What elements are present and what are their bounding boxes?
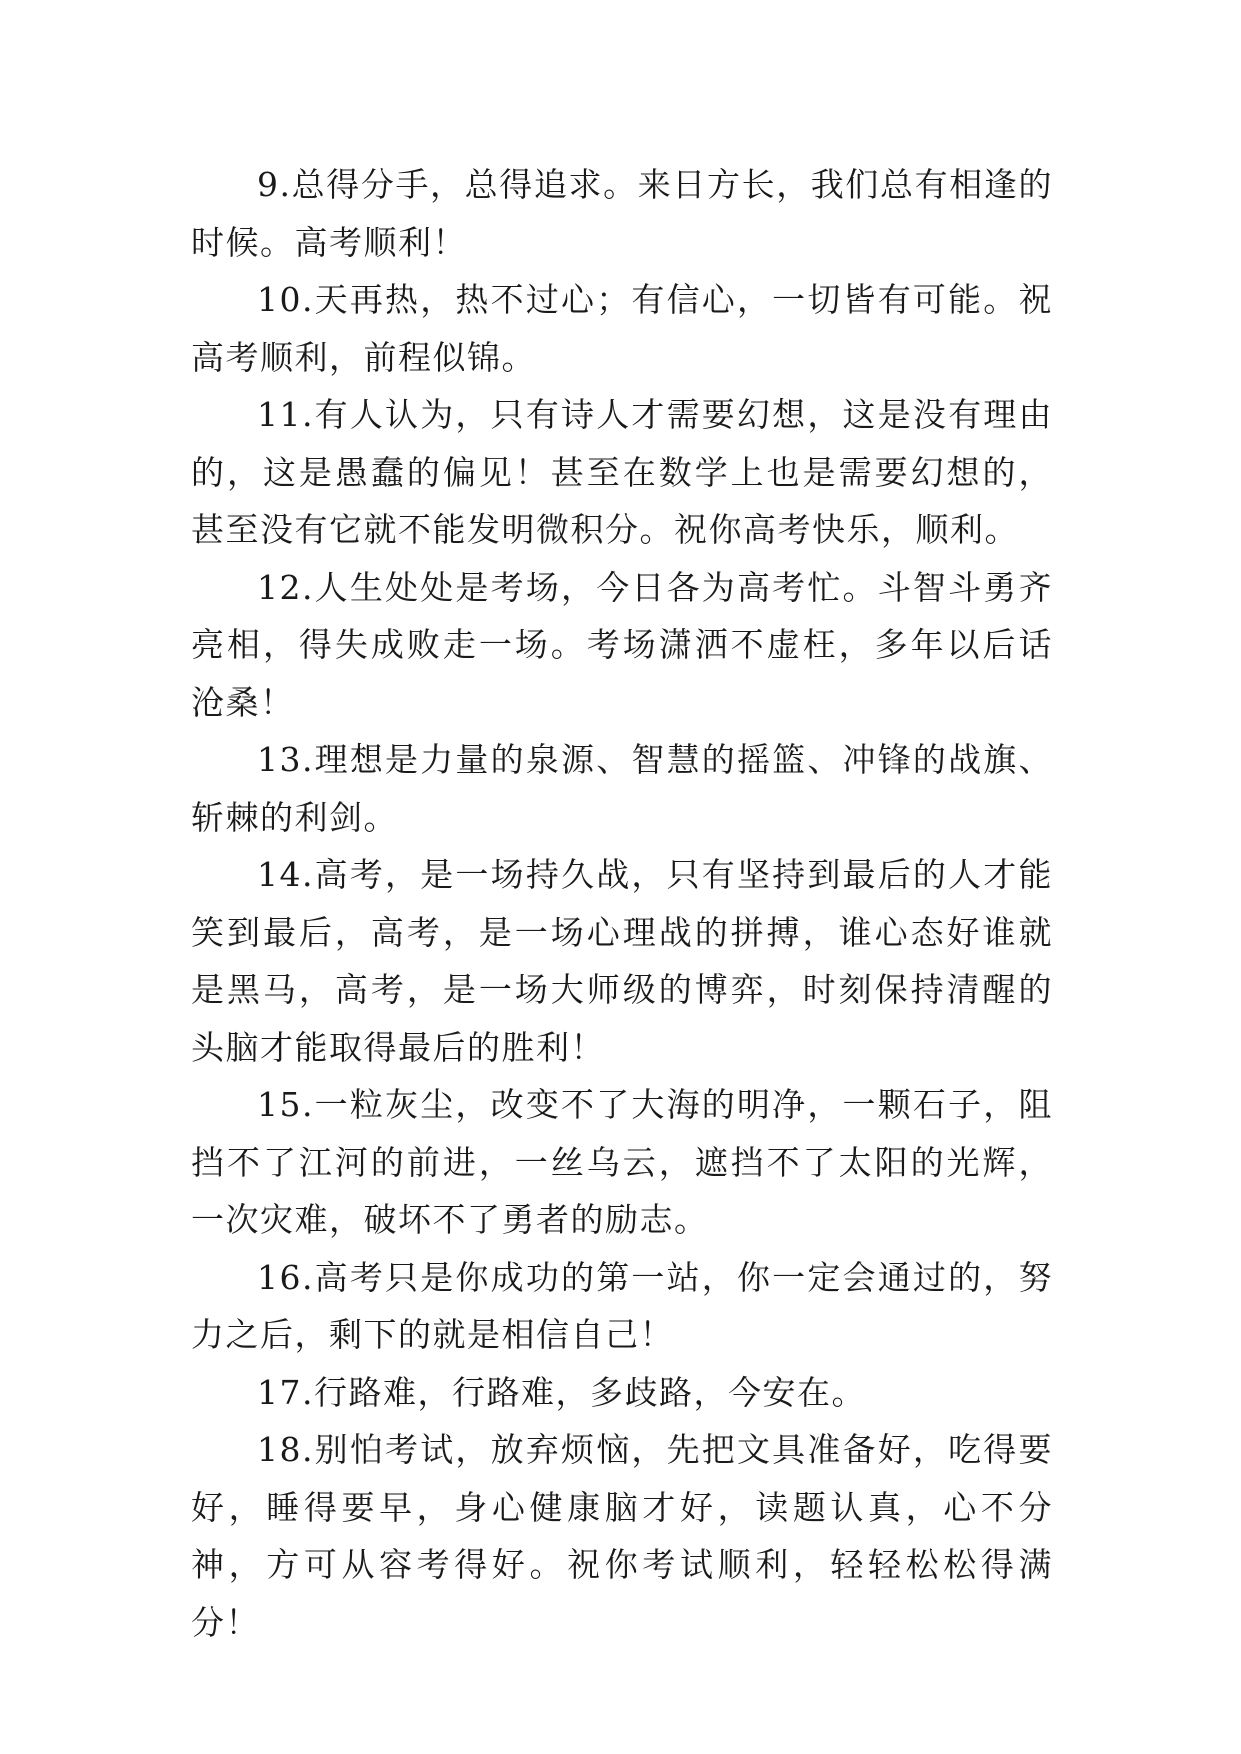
paragraph-10: 10.天再热，热不过心；有信心，一切皆有可能。祝高考顺利，前程似锦。 bbox=[191, 280, 1053, 377]
paragraph-13: 13.理想是力量的泉源、智慧的摇篮、冲锋的战旗、斩棘的利剑。 bbox=[191, 740, 1053, 837]
paragraph-16: 16.高考只是你成功的第一站，你一定会通过的，努力之后，剩下的就是相信自己！ bbox=[191, 1257, 1053, 1354]
paragraph-12: 12.人生处处是考场，今日各为高考忙。斗智斗勇齐亮相，得失成败走一场。考场潇洒不虚枉，多年以后话沧桑！ bbox=[191, 567, 1053, 722]
paragraph-18: 18.别怕考试，放弃烦恼，先把文具准备好，吃得要好，睡得要早，身心健康脑才好，读题认真，心不分神，方可从容考得好。祝你考试顺利，轻轻松松得满分！ bbox=[191, 1430, 1053, 1642]
paragraph-14: 14.高考，是一场持久战，只有坚持到最后的人才能笑到最后，高考，是一场心理战的拼搏，谁心态好谁就是黑马，高考，是一场大师级的博弈，时刻保持清醒的头脑才能取得最后的胜利！ bbox=[191, 855, 1053, 1067]
paragraph-9: 9.总得分手，总得追求。来日方长，我们总有相逢的时候。高考顺利！ bbox=[191, 165, 1053, 262]
paragraph-11: 11.有人认为，只有诗人才需要幻想，这是没有理由的，这是愚蠢的偏见！甚至在数学上也是需要幻想的，甚至没有它就不能发明微积分。祝你高考快乐，顺利。 bbox=[191, 395, 1053, 549]
paragraph-17: 17.行路难，行路难，多歧路，今安在。 bbox=[257, 1372, 866, 1412]
paragraph-15: 15.一粒灰尘，改变不了大海的明净，一颗石子，阻挡不了江河的前进，一丝乌云，遮挡不了太阳的光辉，一次灾难，破坏不了勇者的励志。 bbox=[191, 1085, 1053, 1239]
document-body bbox=[191, 156, 1053, 1651]
